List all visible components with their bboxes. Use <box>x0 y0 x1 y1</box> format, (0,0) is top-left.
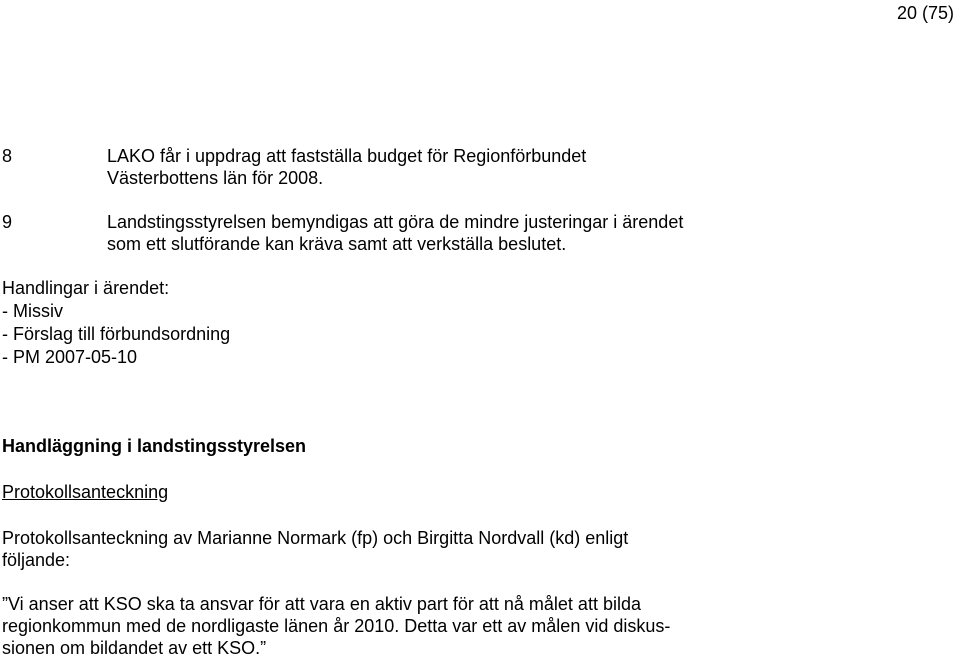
protocol-note-intro-line: Protokollsanteckning av Marianne Normark (fp) och Birgitta Nordvall (kd) enligt <box>2 528 629 548</box>
protocol-note-heading: Protokollsanteckning <box>2 482 169 502</box>
item-number: 8 <box>2 146 13 166</box>
item-text <box>107 145 807 189</box>
page-number: 20 (75) <box>896 3 954 23</box>
item-text <box>107 211 807 255</box>
case-document-entry: - PM 2007-05-10 <box>2 347 138 367</box>
protocol-note-intro-line: följande: <box>2 550 71 570</box>
section-heading: Handläggning i landstingsstyrelsen <box>2 436 307 456</box>
case-document-entry: - Förslag till förbundsordning <box>2 324 231 344</box>
item-text-line: som ett slutförande kan kräva samt att verkställa beslutet. <box>107 234 567 254</box>
item-text-line: Landstingsstyrelsen bemyndigas att göra de mindre justeringar i ärendet <box>107 212 684 232</box>
protocol-note-quote <box>2 593 670 659</box>
item-number: 9 <box>2 212 13 232</box>
quote-line: ”Vi anser att KSO ska ta ansvar för att vara en aktiv part för att nå målet att bilda <box>2 594 641 614</box>
case-document-entry: - Missiv <box>2 301 63 321</box>
protocol-note-intro <box>2 527 628 571</box>
item-text-line: Västerbottens län för 2008. <box>107 168 324 188</box>
quote-line: regionkommun med de nordligaste länen år 2010. Detta var ett av målen vid diskus- <box>2 616 671 636</box>
quote-line: sionen om bildandet av ett KSO.” <box>2 638 267 658</box>
case-documents-heading: Handlingar i ärendet: <box>2 278 170 298</box>
item-text-line: LAKO får i uppdrag att fastställa budget för Regionförbundet <box>107 146 587 166</box>
case-documents-list <box>2 277 230 369</box>
